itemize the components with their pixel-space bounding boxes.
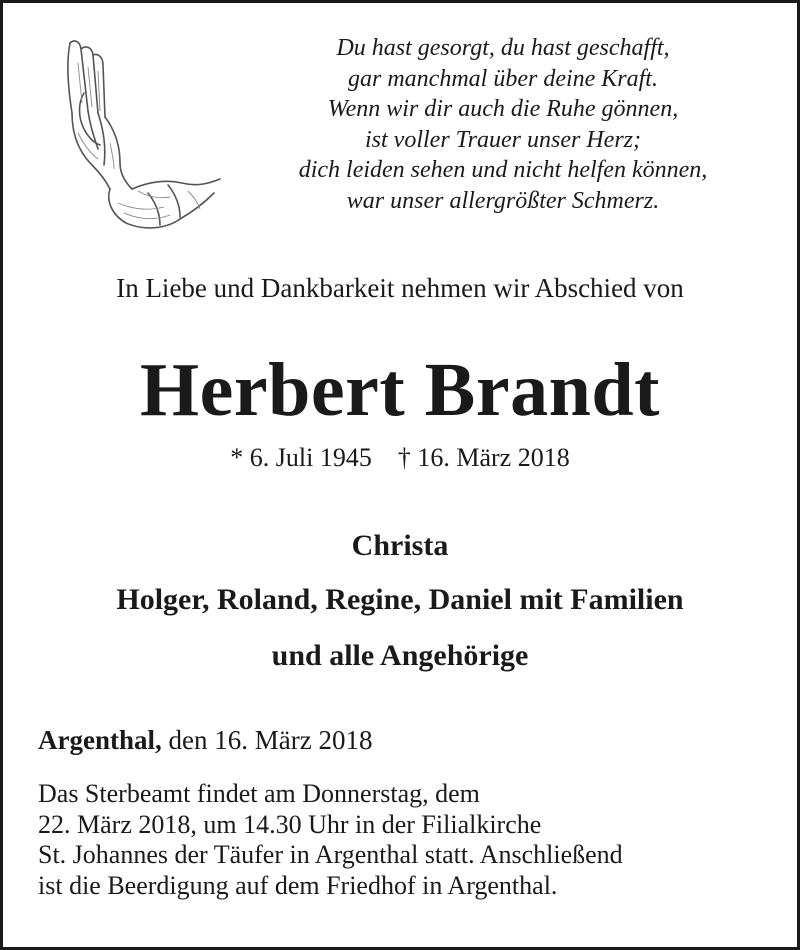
poem-line: Du hast gesorgt, du hast geschafft, — [336, 35, 670, 61]
intro-text: In Liebe und Dankbarkeit nehmen wir Abschied von — [116, 273, 684, 303]
family-spouse: Christa — [351, 529, 449, 562]
poem — [268, 33, 738, 216]
notice-line: Das Sterbeamt findet am Donnerstag, dem — [38, 779, 480, 808]
poem-line: dich leiden sehen und nicht helfen können, — [298, 157, 708, 183]
notice-line: St. Johannes der Täufer in Argenthal statt. Anschließend — [38, 840, 623, 869]
poem-line: ist voller Trauer unser Herz; — [365, 126, 641, 153]
death-date: † 16. März 2018 — [397, 443, 570, 472]
place-date — [38, 725, 372, 756]
notice-line: ist die Beerdigung auf dem Friedhof in Argenthal. — [38, 870, 558, 900]
family-relatives: und alle Angehörige — [271, 639, 529, 672]
deceased-name: Herbert Brandt — [140, 348, 660, 432]
notice-line: 22. März 2018, um 14.30 Uhr in der Filialkirche — [38, 809, 542, 839]
place-date-text: den 16. März 2018 — [168, 725, 373, 755]
praying-hands-icon — [48, 33, 228, 233]
family-children: Holger, Roland, Regine, Daniel mit Familien — [116, 583, 684, 616]
life-dates — [3, 443, 797, 473]
poem-line: war unser allergrößter Schmerz. — [346, 187, 660, 214]
birth-date: * 6. Juli 1945 — [230, 443, 372, 472]
place-town: Argenthal, — [38, 725, 162, 755]
funeral-notice — [38, 779, 778, 901]
poem-line: gar manchmal über deine Kraft. — [348, 65, 658, 92]
poem-line: Wenn wir dir auch die Ruhe gönnen, — [327, 96, 679, 122]
